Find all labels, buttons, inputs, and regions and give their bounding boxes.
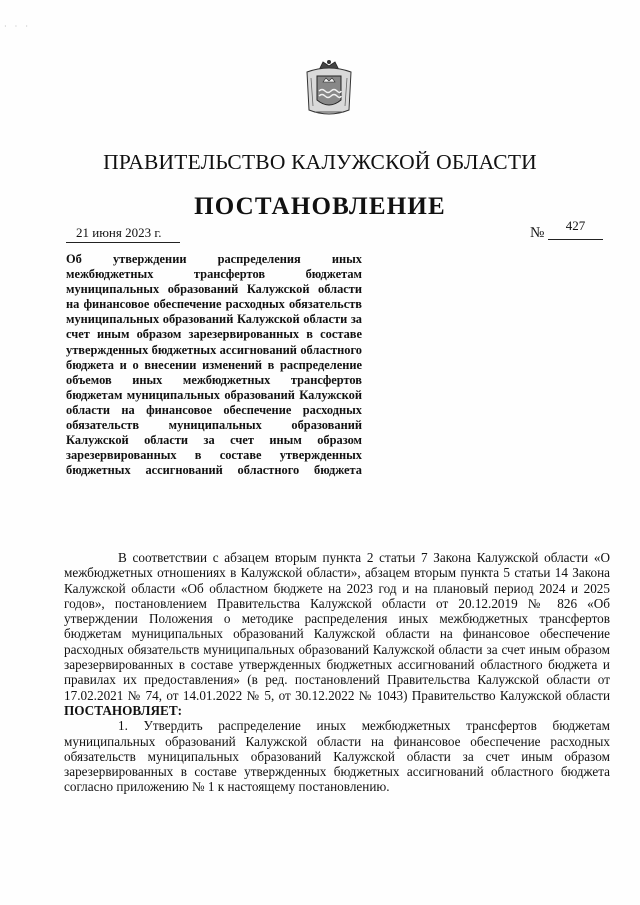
preamble-text: В соответствии с абзацем вторым пункта 2 статьи 7 Закона Калужской области «О межбюджетных отношениях в Калужской области», абзацем вторым пункта 5 статьи 14 Закона Калужской области «Об областном бюджете на 2023 год и на плановый период 2024 и 2025 годов», постановлением Правительства Калужской области от 20.12.2019 № 826 «Об утверждении Положения о методике распределения иных межбюджетных трансфертов бюджетам муниципальных образований Калужской области на финансовое обеспечение расходных обязательств муниципальных образований Калужской области за счет иным образом зарезервированных в составе утвержденных бюджетных ассигнований областного бюджета и правилах их предоставления» (в ред. постановлений Правительства Калужской области от 17.02.2021 № 74, от 14.01.2022 № 5, от 30.12.2022 № 1043) Правительство Калужской области — [64, 550, 610, 703]
item-1-paragraph: 1. Утвердить распределение иных межбюджетных трансфертов бюджетам муниципальных образований Калужской области на финансовое обеспечение расходных обязательств муниципальных образований Калужской области за счет иным образом зарезервированных в составе утвержденных бюджетных ассигнований областного бюджета согласно приложению № 1 к настоящему постановлению. — [64, 718, 610, 795]
scan-specks: · · · — [4, 22, 31, 31]
preamble-paragraph — [64, 550, 610, 718]
number-label: № — [530, 225, 545, 241]
document-body — [64, 550, 610, 795]
document-date: 21 июня 2023 г. — [66, 225, 180, 243]
organization-title: ПРАВИТЕЛЬСТВО КАЛУЖСКОЙ ОБЛАСТИ — [103, 150, 537, 174]
kaluga-coat-of-arms-icon — [303, 58, 355, 120]
document-subject: Об утверждении распределения иных межбюджетных трансфертов бюджетам муниципальных образований Калужской области на финансовое обеспечение расходных обязательств муниципальных образований Калужской области за счет иным образом зарезервированных в составе утвержденных бюджетных ассигнований областного бюджета и о внесении изменений в распределение объемов иных межбюджетных трансфертов бюджетам муниципальных образований Калужской области на финансовое обеспечение расходных обязательств муниципальных образований Калужской области за счет иным образом зарезервированных в составе утвержденных бюджетных ассигнований областного бюджета — [66, 252, 362, 478]
document-number: 427 — [548, 218, 603, 240]
document-type-title: ПОСТАНОВЛЕНИЕ — [194, 193, 446, 220]
decree-word: ПОСТАНОВЛЯЕТ: — [64, 702, 183, 718]
